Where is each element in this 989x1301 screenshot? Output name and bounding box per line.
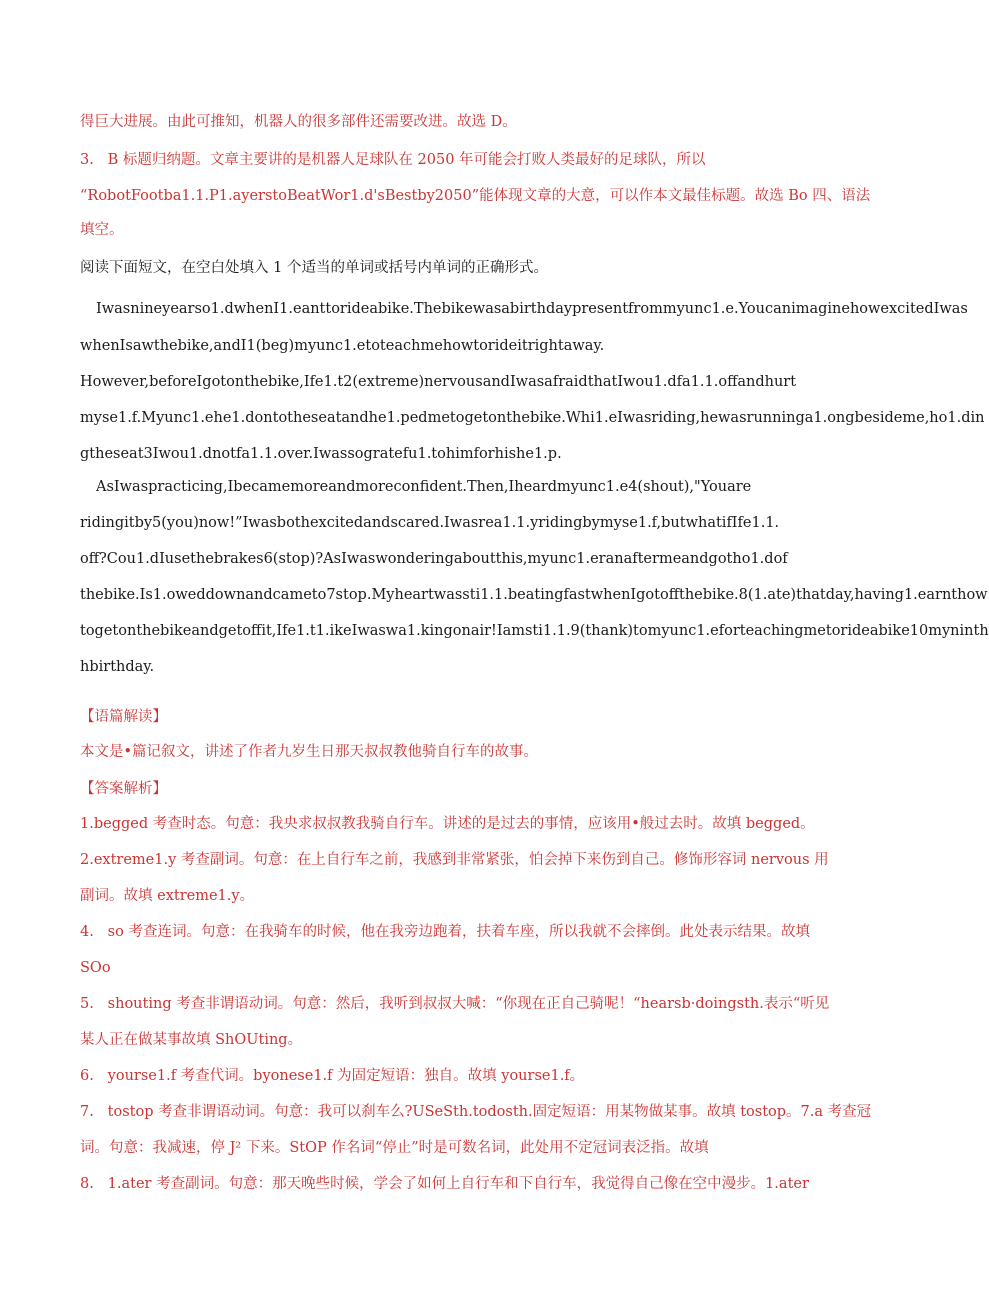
text-line: 阅读下面短文，在空白处填入 1 个适当的单词或括号内单词的正确形式。 [80,260,548,276]
text-line: 填空。 [80,222,124,238]
text-line: SOo [80,960,111,976]
text-line: “RobotFootba1.1.P1.ayerstoBeatWor1.d'sBestby2050”能体现文章的大意，可以作本文最佳标题。故选 Bo 四、语法 [80,188,871,204]
text-line: 得巨大进展。由此可推知，机器人的很多部件还需要改进。故选 D。 [80,114,517,130]
text-line: 5. shouting 考查非谓语动词。句意：然后，我听到叔叔大喊：“你现在正自己骑呢！“hearsb·doingsth.表示“听见 [80,996,830,1012]
text-line: 【语篇解读】 [80,709,167,725]
text-line: whenIsawthebike,andI1(beg)myunc1.etoteachmehowtorideitrightaway. [80,338,605,354]
text-line: 本文是•篇记叙文，讲述了作者九岁生日那天叔叔教他骑自行车的故事。 [80,744,539,760]
text-line: togetonthebikeandgetoffit,Ife1.t1.ikeIwaswa1.kingonair!Iamsti1.1.9(thank)tomyunc1.eforteachingmetorideabike10myninth [80,623,989,639]
text-line: 1.begged 考查时态。句意：我央求叔叔教我骑自行车。讲述的是过去的事情，应该用•般过去时。故填 begged。 [80,816,815,832]
text-line: gtheseat3Iwou1.dnotfa1.1.over.Iwassogratefu1.tohimforhishe1.p. [80,446,562,462]
text-line: thebike.Is1.oweddownandcameto7stop.Myheartwassti1.1.beatingfastwhenIgotoffthebike.8(1.ate)thatday,having1.earnthow [80,587,988,603]
text-line: 词。句意：我减速，停 J² 下来。StOP 作名词“停止”时是可数名词，此处用不定冠词表泛指。故填 [80,1140,709,1156]
text-line: 8. 1.ater 考查副词。句意：那天晚些时候，学会了如何上自行车和下自行车，我觉得自己像在空中漫步。1.ater [80,1176,809,1192]
text-line: 7. tostop 考查非谓语动词。句意：我可以刹车么?USeSth.todosth.固定短语：用某物做某事。故填 tostop。7.a 考查冠 [80,1104,872,1120]
text-line: off?Cou1.dIusethebrakes6(stop)?AsIwaswonderingaboutthis,myunc1.eranaftermeandgotho1.dof [80,551,788,567]
text-line: 【答案解析】 [80,781,167,797]
text-line: 某人正在做某事故填 ShOUting。 [80,1032,303,1048]
text-line: hbirthday. [80,659,155,675]
text-line: ridingitby5(you)now!”Iwasbothexcitedandscared.Iwasrea1.1.yridingbymyse1.f,butwhatifIfe1.1. [80,515,780,531]
text-line: myse1.f.Myunc1.ehe1.dontotheseatandhe1.pedmetogetonthebike.Whi1.eIwasriding,hewasrunninga1.ongbesideme,ho1.din [80,410,985,426]
text-line: AsIwaspracticing,Ibecamemoreandmoreconfident.Then,Iheardmyunc1.e4(shout),"Youare [96,479,752,495]
text-line: 副词。故填 extreme1.y。 [80,888,255,904]
text-line: 2.extreme1.y 考查副词。句意：在上自行车之前，我感到非常紧张，怕会掉下来伤到自己。修饰形容词 nervous 用 [80,852,829,868]
text-line: 6. yourse1.f 考查代词。byonese1.f 为固定短语：独自。故填 yourse1.f。 [80,1068,585,1084]
text-line: However,beforeIgotonthebike,Ife1.t2(extreme)nervousandIwasafraidthatIwou1.dfa1.1.offandhurt [80,374,797,390]
text-line: 3. B 标题归纳题。文章主要讲的是机器人足球队在 2050 年可能会打败人类最好的足球队，所以 [80,152,706,168]
text-line: 4. so 考查连词。句意：在我骑车的时候，他在我旁边跑着，扶着车座，所以我就不会摔倒。此处表示结果。故填 [80,924,810,940]
text-line: Iwasnineyearso1.dwhenI1.eanttorideabike.Thebikewasabirthdaypresentfrommyunc1.e.YoucanimaginehowexcitedIwas [96,301,968,317]
